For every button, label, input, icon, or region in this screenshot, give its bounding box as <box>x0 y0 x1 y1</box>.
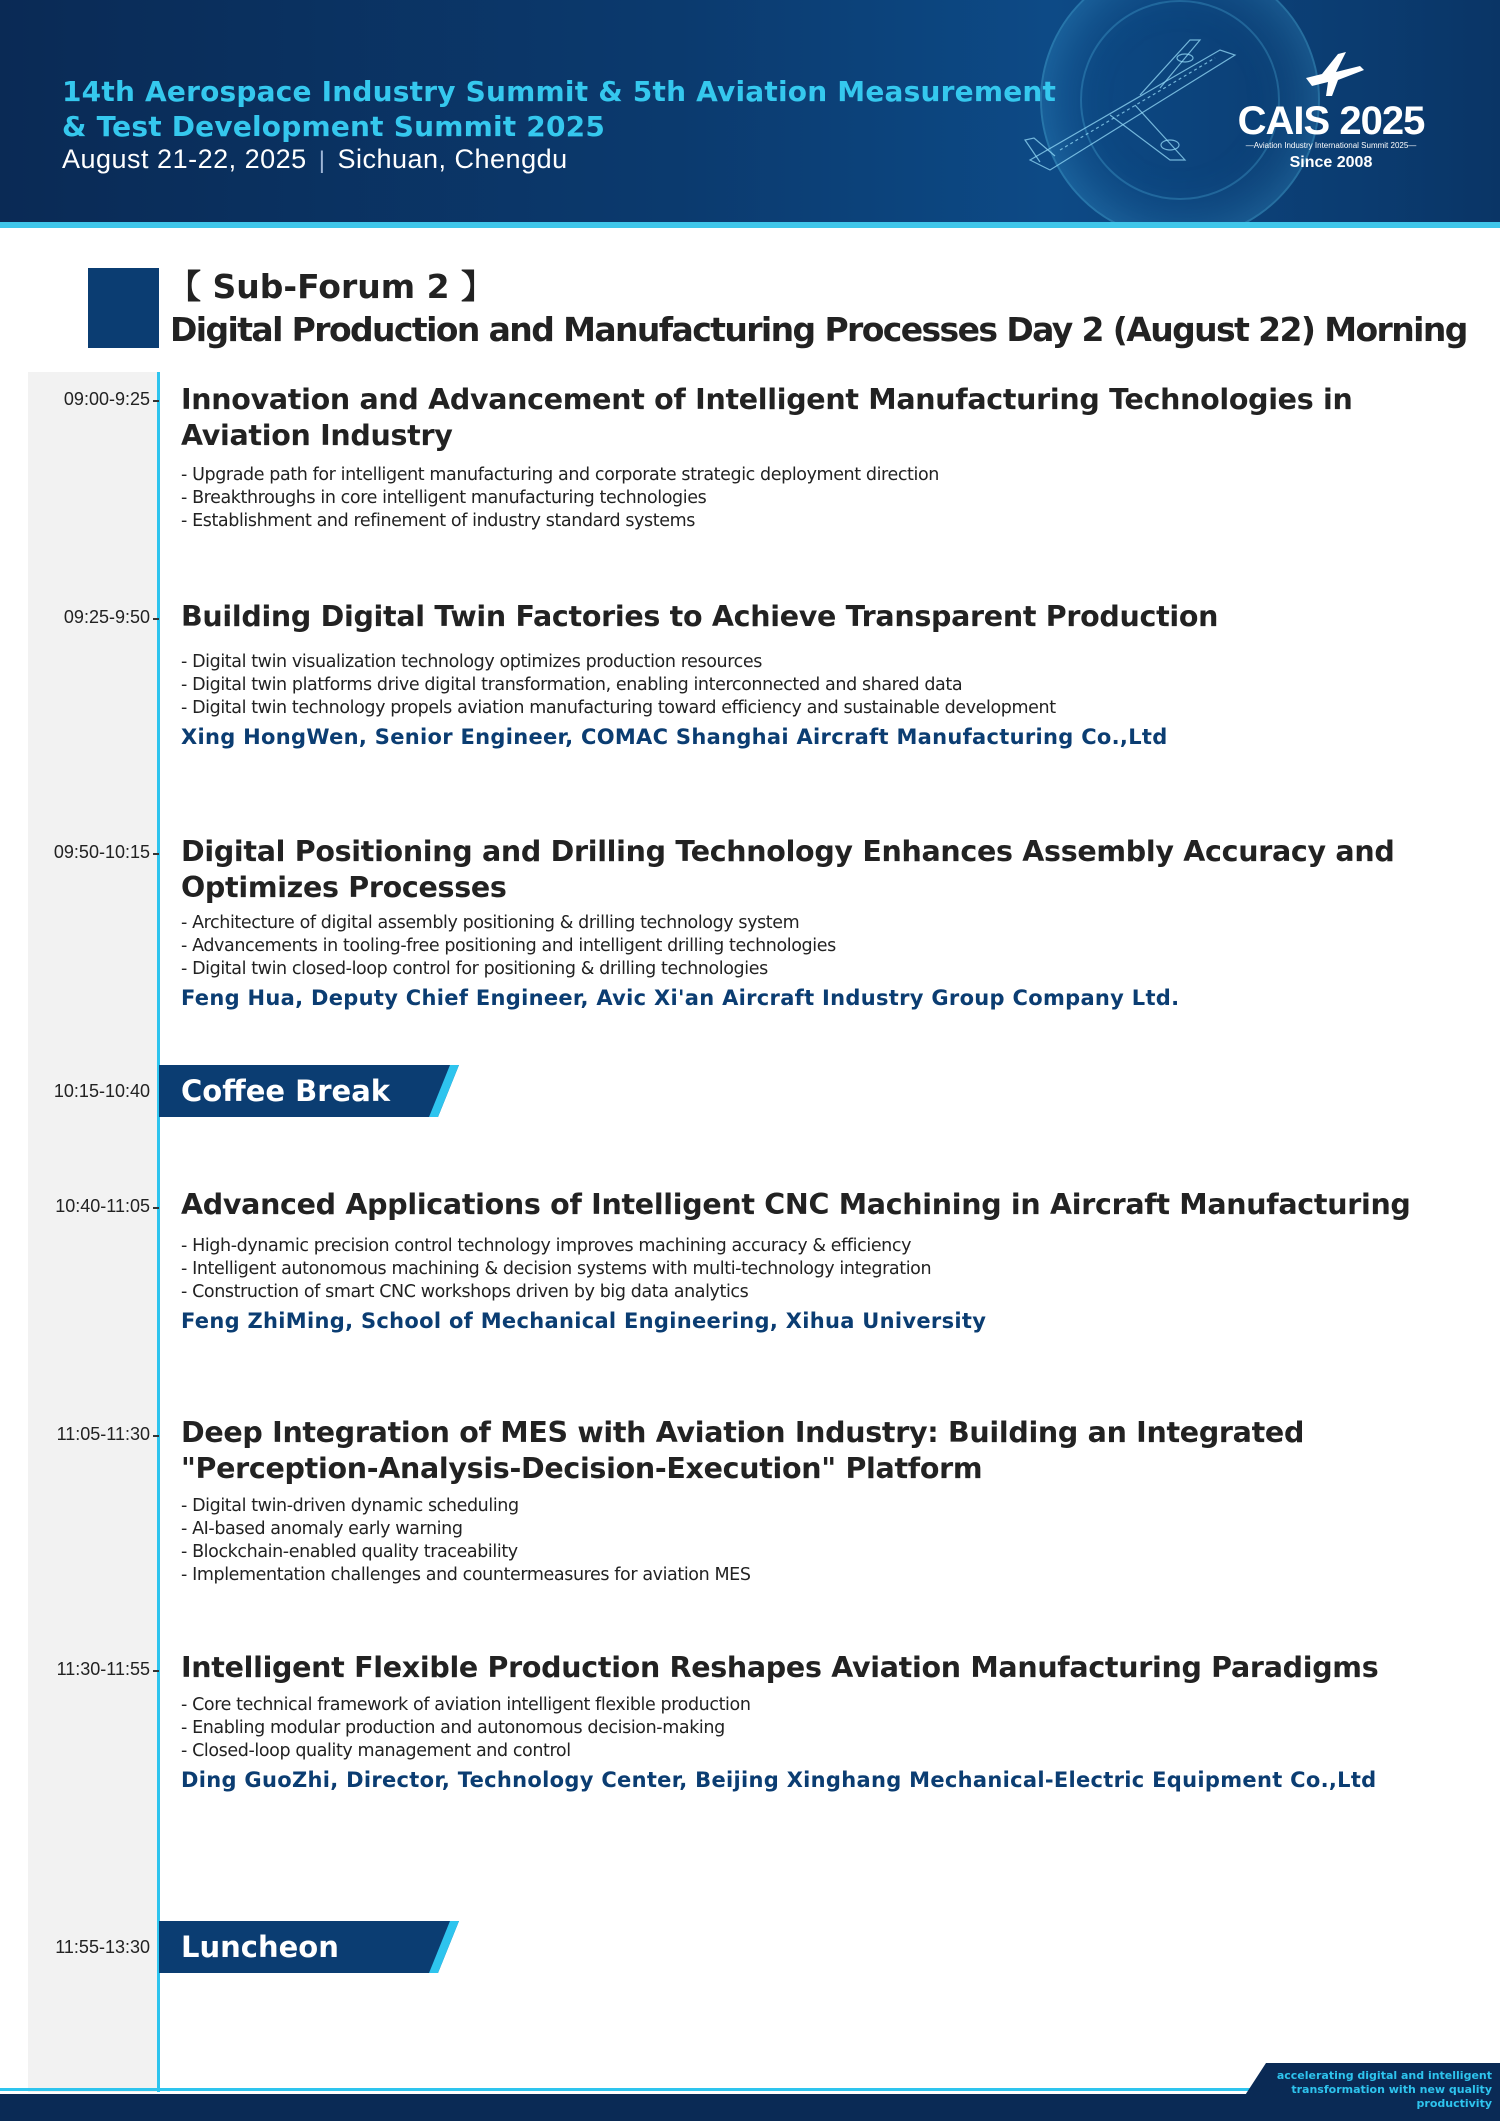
session-speaker: Xing HongWen, Senior Engineer, COMAC Shanghai Aircraft Manufacturing Co.,Ltd <box>181 725 1168 749</box>
break-time: 10:15-10:40 <box>53 1081 150 1101</box>
date-separator: | <box>318 147 326 174</box>
session-bullet: - Enabling modular production and autonomous decision-making <box>181 1718 725 1738</box>
session-title-line: Optimizes Processes <box>181 871 507 904</box>
event-title-line-1: 14th Aerospace Industry Summit & 5th Aviation Measurement <box>62 75 1057 108</box>
break-label: Coffee Break <box>181 1074 391 1108</box>
timeline-tick <box>153 400 159 402</box>
session-title-line: Digital Positioning and Drilling Technology Enhances Assembly Accuracy and <box>181 835 1395 868</box>
airplane-icon <box>1302 38 1366 102</box>
time-column <box>28 372 158 2092</box>
session-bullet: - Establishment and refinement of industry standard systems <box>181 511 695 531</box>
timeline-tick <box>153 1670 159 1672</box>
event-location: Sichuan, Chengdu <box>337 144 568 174</box>
session-title-line: Intelligent Flexible Production Reshapes Aviation Manufacturing Paradigms <box>181 1651 1379 1684</box>
timeline-line <box>157 372 160 2092</box>
session-title-line: Building Digital Twin Factories to Achieve Transparent Production <box>181 600 1219 633</box>
session-speaker: Feng Hua, Deputy Chief Engineer, Avic Xi'an Aircraft Industry Group Company Ltd. <box>181 986 1180 1010</box>
session-title-line: Advanced Applications of Intelligent CNC Machining in Aircraft Manufacturing <box>181 1188 1411 1221</box>
session-block <box>181 1650 1431 1795</box>
session-time: 09:50-10:15 <box>53 842 150 862</box>
session-title <box>181 834 1431 906</box>
session-bullet: - Digital twin visualization technology optimizes production resources <box>181 652 762 672</box>
session-bullet: - Digital twin closed-loop control for positioning & drilling technologies <box>181 959 768 979</box>
break-time: 11:55-13:30 <box>55 1937 150 1957</box>
session-bullets <box>181 1235 1431 1304</box>
session-time: 11:05-11:30 <box>56 1424 150 1444</box>
logo-since: Since 2008 <box>1289 154 1373 171</box>
session-title <box>181 1650 1431 1686</box>
session-bullets <box>181 464 1431 533</box>
session-block <box>181 599 1431 752</box>
session-bullet: - Digital twin platforms drive digital transformation, enabling interconnected and shared data <box>181 675 963 695</box>
session-bullet: - Digital twin-driven dynamic scheduling <box>181 1496 519 1516</box>
session-bullet: - Blockchain-enabled quality traceability <box>181 1542 518 1562</box>
session-bullet: - Upgrade path for intelligent manufacturing and corporate strategic deployment direction <box>181 465 939 485</box>
forum-title: Digital Production and Manufacturing Processes Day 2 (August 22) Morning <box>170 310 1467 349</box>
session-bullets <box>181 1495 1431 1587</box>
event-date-location <box>62 144 568 175</box>
session-bullet: - High-dynamic precision control technology improves machining accuracy & efficiency <box>181 1236 912 1256</box>
event-title-line-2: & Test Development Summit 2025 <box>62 110 606 143</box>
session-bullets <box>181 651 1431 720</box>
session-title <box>181 1415 1431 1487</box>
session-title-line: Innovation and Advancement of Intelligent Manufacturing Technologies in <box>181 383 1353 416</box>
forum-label: 【 Sub-Forum 2 】 <box>168 267 495 306</box>
session-time: 11:30-11:55 <box>56 1659 150 1679</box>
session-title-line: Deep Integration of MES with Aviation Industry: Building an Integrated <box>181 1416 1305 1449</box>
session-time: 09:00-9:25 <box>63 389 150 409</box>
footer-slogan-line-1: accelerating digital and intelligent <box>1276 2069 1492 2082</box>
session-title <box>181 1187 1431 1223</box>
footer-slogan <box>1250 2069 1492 2111</box>
timeline-tick <box>153 853 159 855</box>
session-bullet: - Breakthroughs in core intelligent manufacturing technologies <box>181 488 707 508</box>
header-banner <box>0 0 1500 222</box>
session-bullet: - Architecture of digital assembly positioning & drilling technology system <box>181 913 800 933</box>
logo-subtitle: —Aviation Industry International Summit 2025— <box>1245 141 1417 150</box>
timeline-tick <box>153 618 159 620</box>
break-label: Luncheon <box>181 1930 339 1964</box>
coffee-break-banner <box>159 1065 459 1117</box>
session-time: 10:40-11:05 <box>55 1196 150 1216</box>
cais-logo <box>1226 38 1436 178</box>
session-speaker: Feng ZhiMing, School of Mechanical Engineering, Xihua University <box>181 1309 987 1333</box>
timeline-tick <box>153 1435 159 1437</box>
logo-wordmark: CAIS 2025 <box>1237 99 1425 143</box>
session-bullet: - Construction of smart CNC workshops driven by big data analytics <box>181 1282 749 1302</box>
event-title <box>62 74 1056 144</box>
event-date: August 21-22, 2025 <box>62 144 307 174</box>
session-bullet: - Intelligent autonomous machining & decision systems with multi-technology integration <box>181 1259 932 1279</box>
session-time: 09:25-9:50 <box>63 607 150 627</box>
session-bullets <box>181 912 1431 981</box>
header-accent-strip <box>0 222 1500 228</box>
session-bullets <box>181 1694 1431 1763</box>
session-title-line: Aviation Industry <box>181 419 453 452</box>
session-title <box>181 382 1431 454</box>
session-block <box>181 1187 1431 1336</box>
session-title-line: "Perception-Analysis-Decision-Execution" Platform <box>181 1452 983 1485</box>
session-block <box>181 382 1431 533</box>
forum-marker-block <box>88 268 159 348</box>
session-bullet: - Advancements in tooling-free positioning and intelligent drilling technologies <box>181 936 836 956</box>
session-speaker: Ding GuoZhi, Director, Technology Center, Beijing Xinghang Mechanical-Electric Equipment Co.,Ltd <box>181 1768 1377 1792</box>
session-bullet: - Digital twin technology propels aviation manufacturing toward efficiency and sustainable development <box>181 698 1056 718</box>
session-block <box>181 1415 1431 1587</box>
session-block <box>181 834 1431 1013</box>
session-bullet: - Implementation challenges and countermeasures for aviation MES <box>181 1565 751 1585</box>
session-bullet: - Core technical framework of aviation intelligent flexible production <box>181 1695 751 1715</box>
luncheon-banner <box>159 1921 459 1973</box>
timeline-tick <box>153 1207 159 1209</box>
footer-slogan-line-2: transformation with new quality productivity <box>1291 2083 1492 2110</box>
session-bullet: - AI-based anomaly early warning <box>181 1519 463 1539</box>
session-title <box>181 599 1431 635</box>
session-bullet: - Closed-loop quality management and control <box>181 1741 571 1761</box>
